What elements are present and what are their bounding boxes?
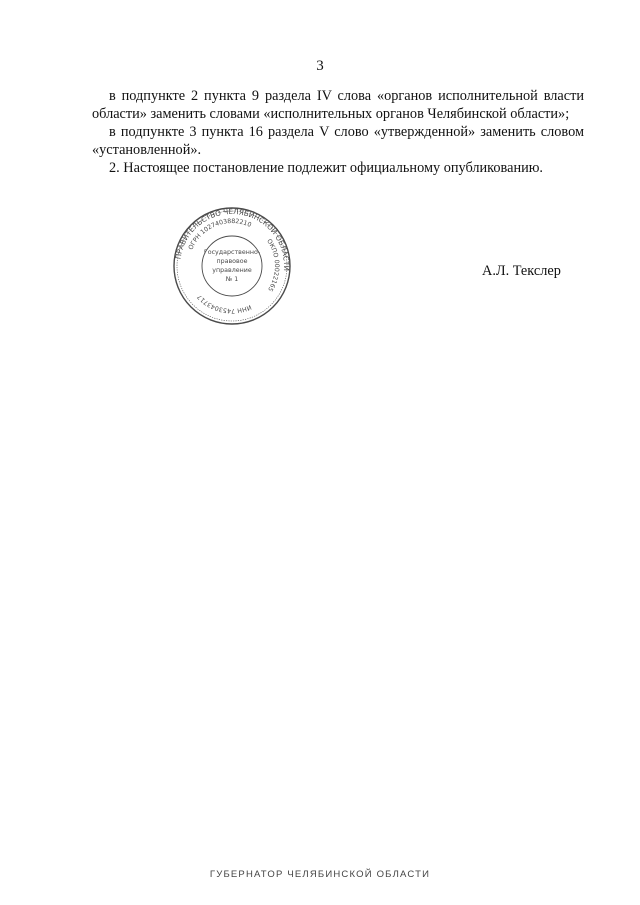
seal-ogrn-text: ОГРН 1027403882210 <box>187 217 253 252</box>
seal-inn-text: ИНН 7453043717 <box>196 293 253 315</box>
seal-inner-line-1: Государственно- <box>203 249 261 256</box>
letterhead-footer: ГУБЕРНАТОР ЧЕЛЯБИНСКОЙ ОБЛАСТИ <box>209 869 431 880</box>
seal-inner-line-2: правовое <box>216 258 248 265</box>
seal-inner-line-3: управление <box>212 267 252 274</box>
seal-outer-text: ПРАВИТЕЛЬСТВО ЧЕЛЯБИНСКОЙ ОБЛАСТИ <box>173 206 292 272</box>
paragraph-publication: 2. Настоящее постановление подлежит официальному опубликованию. <box>109 160 544 176</box>
signatory-name: А.Л. Текслер <box>482 263 561 279</box>
page-number: 3 <box>316 58 324 74</box>
paragraph-amendment-1: в подпункте 2 пункта 9 раздела IV слова «органов исполнительной власти области» заменить словами «исполнительных органов Челябинской области»; <box>92 88 584 122</box>
seal-center-circle <box>202 236 262 296</box>
seal-inner-line-4: № 1 <box>225 276 239 283</box>
paragraph-amendment-2: в подпункте 3 пункта 16 раздела V слово «утвержденной» заменить словом «установленной». <box>92 124 584 158</box>
official-seal <box>172 206 292 326</box>
seal-okpo-text: ОКПО 00022165 <box>265 237 281 293</box>
document-body <box>92 87 584 177</box>
